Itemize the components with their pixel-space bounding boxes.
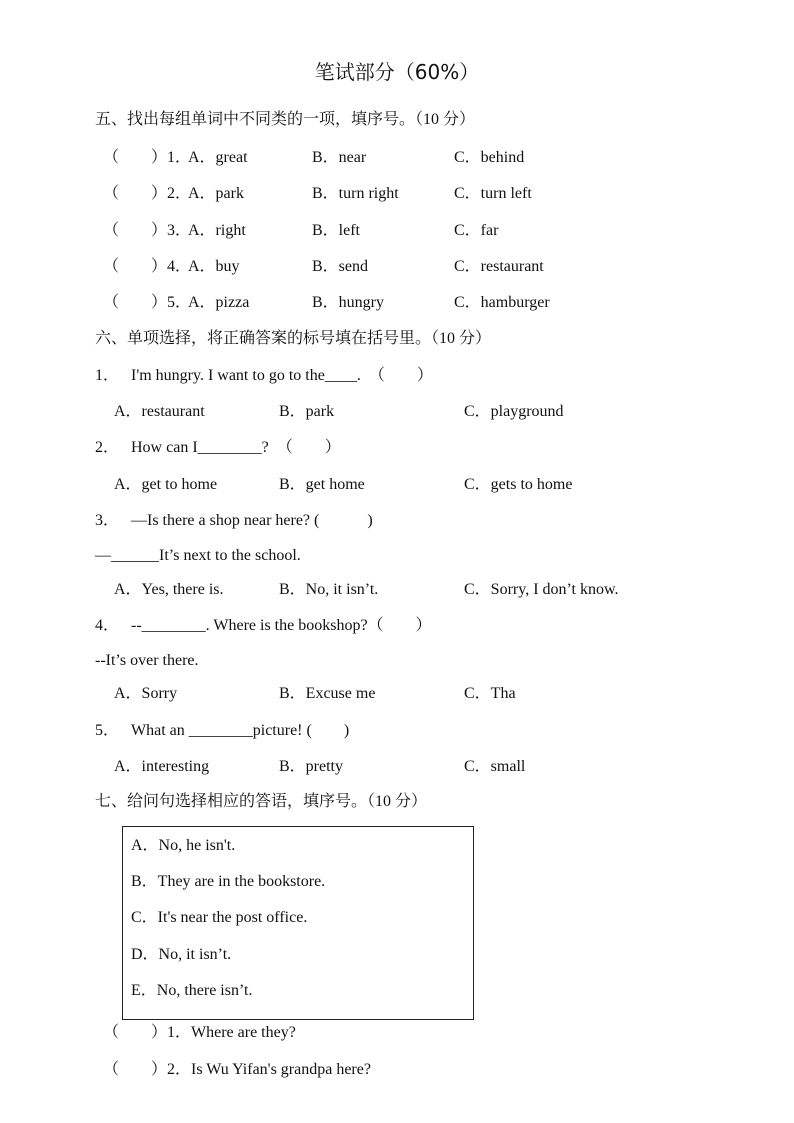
s5-row3-option-a: A．right	[188, 222, 246, 239]
q2-text: How can I________? （ ）	[131, 439, 341, 456]
page-title: 笔试部分（60%）	[314, 60, 480, 84]
section5-heading: 五、找出每组单词中不同类的一项，填序号。（10 分）	[95, 111, 476, 128]
s5-row3-option-c: C．far	[454, 222, 499, 239]
s5-row5-option-b: B．hungry	[312, 294, 385, 311]
s5-row2-option-c: C．turn left	[454, 185, 532, 202]
q2-option-c: C．gets to home	[464, 476, 573, 493]
answer-option-b: B．They are in the bookstore.	[131, 873, 326, 890]
answer-option-c: C．It's near the post office.	[131, 909, 308, 926]
q2-number: 2．	[95, 439, 120, 456]
answer-option-e: E．No, there isn’t.	[131, 982, 253, 999]
q3-text: —Is there a shop near here? ( )	[131, 512, 373, 529]
q1-text: I'm hungry. I want to go to the____. （ ）	[131, 367, 433, 384]
q4-option-a: A．Sorry	[114, 685, 178, 702]
s5-row1-option-c: C．behind	[454, 149, 525, 166]
section7-heading: 七、给问句选择相应的答语，填序号。（10 分）	[95, 793, 428, 810]
q5-option-a: A．interesting	[114, 758, 210, 775]
q3-option-a: A．Yes, there is.	[114, 581, 224, 598]
q1-option-b: B．park	[279, 403, 335, 420]
q1-option-a: A．restaurant	[114, 403, 205, 420]
q2-option-b: B．get home	[279, 476, 365, 493]
q4-number: 4．	[95, 617, 120, 634]
s5-row1-option-b: B．near	[312, 149, 367, 166]
q5-text: What an ________picture! ( )	[131, 722, 350, 739]
q1-number: 1．	[95, 367, 120, 384]
q2-option-a: A．get to home	[114, 476, 218, 493]
s5-row1-num: （ ）1．	[103, 149, 192, 166]
answer-option-d: D．No, it isn’t.	[131, 946, 232, 963]
s5-row2-option-a: A．park	[188, 185, 244, 202]
s5-row1-option-a: A．great	[188, 149, 248, 166]
s5-row4-option-a: A．buy	[188, 258, 240, 275]
q3-reply: —______It’s next to the school.	[95, 547, 301, 564]
s5-row5-num: （ ）5．	[103, 294, 192, 311]
s5-row4-option-b: B．send	[312, 258, 369, 275]
s5-row3-num: （ ）3．	[103, 222, 192, 239]
q4-option-b: B．Excuse me	[279, 685, 376, 702]
q3-option-b: B．No, it isn’t.	[279, 581, 379, 598]
answer-option-a: A．No, he isn't.	[131, 837, 236, 854]
s5-row4-num: （ ）4．	[103, 258, 192, 275]
q1-option-c: C．playground	[464, 403, 564, 420]
q5-number: 5．	[95, 722, 120, 739]
q3-option-c: C．Sorry, I don’t know.	[464, 581, 619, 598]
q4-text: --________. Where is the bookshop?（ ）	[131, 617, 432, 634]
s7-question-2: （ ）2．Is Wu Yifan's grandpa here?	[103, 1061, 371, 1078]
s7-question-1: （ ）1．Where are they?	[103, 1024, 296, 1041]
q5-option-c: C．small	[464, 758, 526, 775]
s5-row2-num: （ ）2．	[103, 185, 192, 202]
s5-row4-option-c: C．restaurant	[454, 258, 544, 275]
q4-option-c: C．Tha	[464, 685, 516, 702]
q5-option-b: B．pretty	[279, 758, 343, 775]
q4-reply: --It’s over there.	[95, 652, 199, 669]
section6-heading: 六、单项选择，将正确答案的标号填在括号里。（10 分）	[95, 330, 492, 347]
s5-row2-option-b: B．turn right	[312, 185, 399, 202]
s5-row5-option-a: A．pizza	[188, 294, 250, 311]
s5-row3-option-b: B．left	[312, 222, 360, 239]
s5-row5-option-c: C．hamburger	[454, 294, 550, 311]
q3-number: 3．	[95, 512, 120, 529]
